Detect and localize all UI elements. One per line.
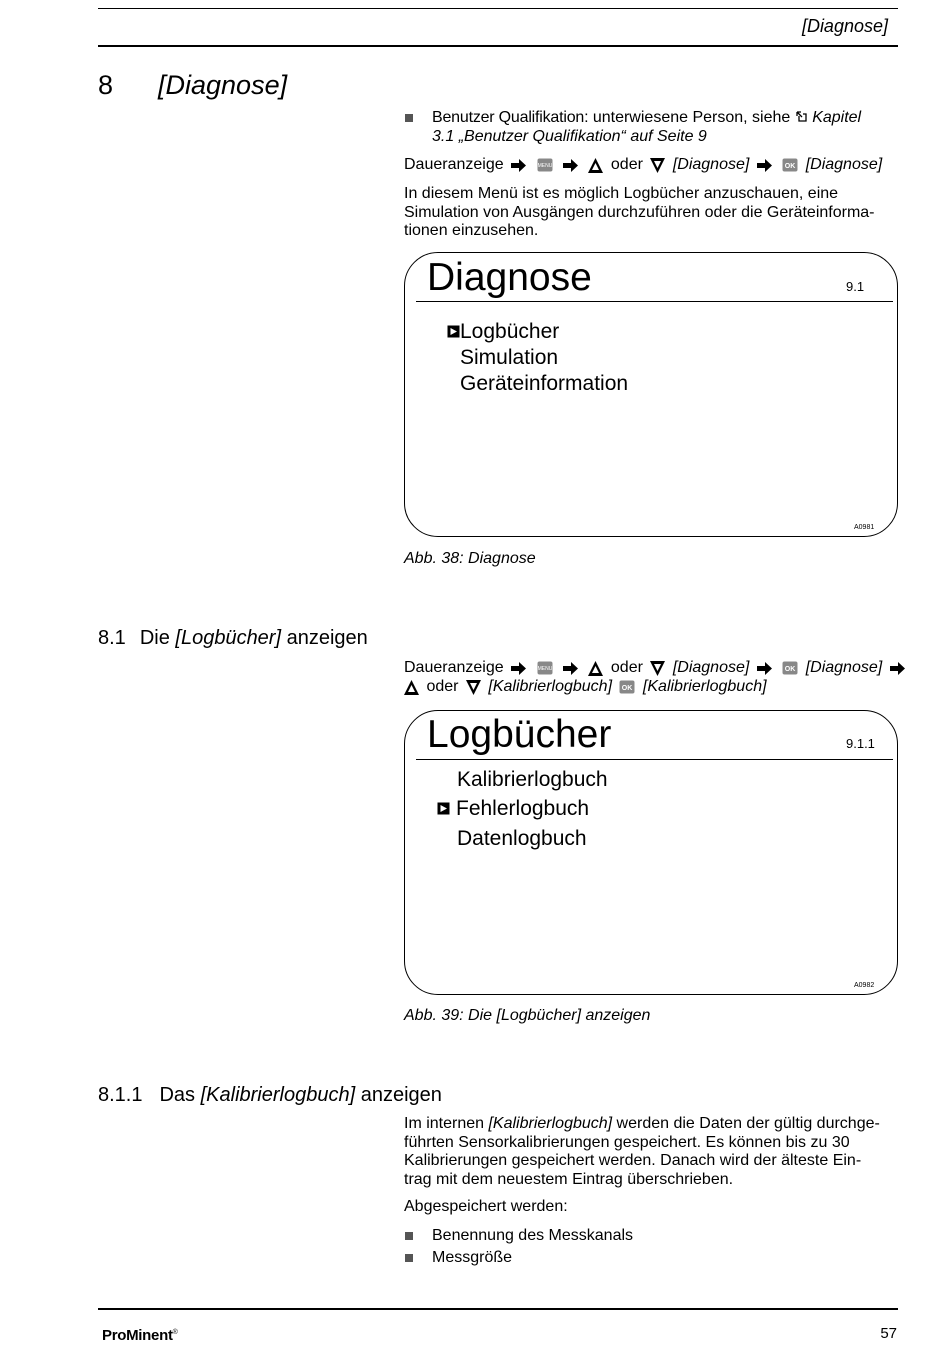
- section-number: 8.1.1: [98, 1084, 143, 1106]
- section-name: [Logbücher]: [175, 627, 282, 649]
- bullet-icon: [405, 1254, 413, 1262]
- bullet-icon: [405, 114, 413, 122]
- device-screen-diagnose: [404, 252, 898, 537]
- qualification-link[interactable]: Kapitel: [812, 109, 862, 126]
- screen-menu-item-fehlerlogbuch[interactable]: [437, 797, 589, 821]
- intro-line: In diesem Menü ist es möglich Logbücher anzuschauen, eine: [404, 185, 839, 202]
- section-prefix: Die: [139, 627, 176, 649]
- nav-oder: oder: [610, 156, 643, 173]
- selection-cursor-icon: [447, 325, 460, 338]
- svg-text:MENU: MENU: [537, 666, 552, 672]
- paragraph-line: [404, 1115, 880, 1134]
- section-8-1-1-heading: [98, 1084, 442, 1107]
- nav-menu-diagnose: [Diagnose]: [672, 659, 750, 676]
- screen-menu-item-kalibrierlogbuch[interactable]: Kalibrierlogbuch: [457, 768, 608, 791]
- qualification-line1: [432, 109, 861, 128]
- up-key-icon: [404, 680, 419, 695]
- intro-line: Simulation von Ausgängen durchzuführen oder die Geräteinforma-: [404, 203, 875, 221]
- brand-registered: ®: [172, 1329, 178, 1336]
- section-suffix: anzeigen: [281, 627, 368, 649]
- section-name: [Kalibrierlogbuch]: [200, 1084, 356, 1106]
- nav-start: Daueranzeige: [404, 156, 504, 173]
- saved-intro: Abgespeichert werden:: [404, 1198, 568, 1215]
- nav-ok-diagnose: [Diagnose]: [805, 156, 883, 173]
- figure-code: A0981: [854, 524, 875, 531]
- screen-menu-item-logbuecher[interactable]: [447, 320, 559, 344]
- screen-title: Logbücher: [427, 713, 612, 756]
- section-prefix: Das: [159, 1084, 201, 1106]
- arrow-right-icon: [563, 662, 578, 675]
- screen-divider: [416, 759, 893, 760]
- intro-paragraph: [404, 185, 875, 241]
- nav-oder: oder: [610, 659, 643, 676]
- ok-key-icon: [782, 158, 798, 172]
- figure-caption: Abb. 38: Diagnose: [404, 550, 536, 567]
- nav-ok-kalibrierlogbuch: [Kalibrierlogbuch]: [642, 678, 767, 695]
- nav-ok-diagnose: [Diagnose]: [805, 659, 883, 676]
- section-8-1-heading: [98, 627, 368, 650]
- arrow-right-icon: [757, 662, 772, 675]
- paragraph-text: Im internen: [404, 1115, 489, 1132]
- nav-kalibrierlogbuch: [Kalibrierlogbuch]: [488, 678, 613, 695]
- link-arrow-icon: [795, 110, 808, 123]
- nav-start: Daueranzeige: [404, 659, 504, 676]
- paragraph-line: trag mit dem neuestem Eintrag überschrieben.: [404, 1170, 734, 1188]
- bullet-icon: [405, 1232, 413, 1240]
- ok-key-icon: [619, 680, 635, 694]
- nav-path-2: [404, 659, 908, 677]
- screen-menu-number: 9.1.1: [846, 736, 875, 751]
- qualification-text: unterwiesene Person, siehe: [588, 109, 795, 126]
- nav-menu-diagnose: [Diagnose]: [672, 156, 750, 173]
- screen-menu-item-geraeteinformation[interactable]: Geräteinformation: [460, 372, 629, 395]
- qualification-label: Benutzer Qualifikation:: [432, 109, 589, 126]
- arrow-right-icon: [511, 159, 526, 172]
- header-bottom-rule: [98, 45, 898, 47]
- header-top-rule: [98, 8, 898, 9]
- section-number: 8.1: [98, 627, 126, 649]
- screen-menu-number: 9.1: [846, 279, 865, 294]
- screen-menu-item-label: Logbücher: [460, 320, 560, 343]
- page-number: 57: [880, 1325, 897, 1342]
- down-key-icon: [650, 158, 665, 173]
- svg-text:OK: OK: [622, 685, 633, 692]
- menu-key-icon: [537, 158, 553, 172]
- saved-item: Messgröße: [432, 1249, 513, 1266]
- kalibrierlogbuch-paragraph: [404, 1115, 880, 1189]
- nav-oder: oder: [426, 678, 459, 695]
- paragraph-line: Kalibrierungen gespeichert werden. Danach wird der älteste Ein-: [404, 1152, 862, 1169]
- nav-path-1: [404, 156, 882, 174]
- paragraph-term: [Kalibrierlogbuch]: [488, 1115, 613, 1132]
- up-key-icon: [588, 158, 603, 173]
- intro-line: tionen einzusehen.: [404, 222, 539, 239]
- brand-pro: Pro: [102, 1327, 127, 1344]
- footer-rule: [98, 1308, 898, 1310]
- device-screen-logbuecher: [404, 710, 898, 995]
- paragraph-line: führten Sensorkalibrierungen gespeichert. Es können bis zu 30: [404, 1133, 850, 1151]
- chapter-number: 8: [98, 70, 114, 100]
- qualification-link-line2[interactable]: 3.1 „Benutzer Qualifikation“ auf Seite 9: [432, 128, 707, 145]
- svg-text:MENU: MENU: [537, 163, 552, 169]
- nav-path-2-cont: [404, 678, 767, 696]
- svg-text:OK: OK: [784, 163, 796, 170]
- down-key-icon: [466, 680, 481, 695]
- up-key-icon: [588, 661, 603, 676]
- arrow-right-icon: [511, 662, 526, 675]
- screen-title: Diagnose: [427, 256, 592, 299]
- paragraph-text: werden die Daten der gültig durchge-: [612, 1115, 880, 1132]
- svg-text:OK: OK: [784, 666, 796, 673]
- selection-cursor-icon: [437, 802, 450, 815]
- arrow-right-icon: [563, 159, 578, 172]
- saved-item: Benennung des Messkanals: [432, 1227, 634, 1244]
- screen-menu-item-datenlogbuch[interactable]: Datenlogbuch: [457, 827, 587, 850]
- header-title: [Diagnose]: [801, 16, 888, 36]
- figure-caption: Abb. 39: Die [Logbücher] anzeigen: [404, 1007, 651, 1024]
- screen-menu-item-label: Fehlerlogbuch: [456, 797, 590, 820]
- chapter-title: [Diagnose]: [158, 70, 288, 100]
- menu-key-icon: [537, 661, 553, 675]
- figure-code: A0982: [854, 982, 875, 989]
- ok-key-icon: [782, 661, 798, 675]
- arrow-right-icon: [890, 662, 905, 675]
- screen-menu-item-simulation[interactable]: Simulation: [460, 346, 559, 369]
- down-key-icon: [650, 661, 665, 676]
- brand-minent: Minent: [126, 1327, 173, 1344]
- arrow-right-icon: [757, 159, 772, 172]
- screen-divider: [416, 301, 893, 302]
- section-suffix: anzeigen: [355, 1084, 442, 1106]
- brand-logo: [102, 1327, 178, 1344]
